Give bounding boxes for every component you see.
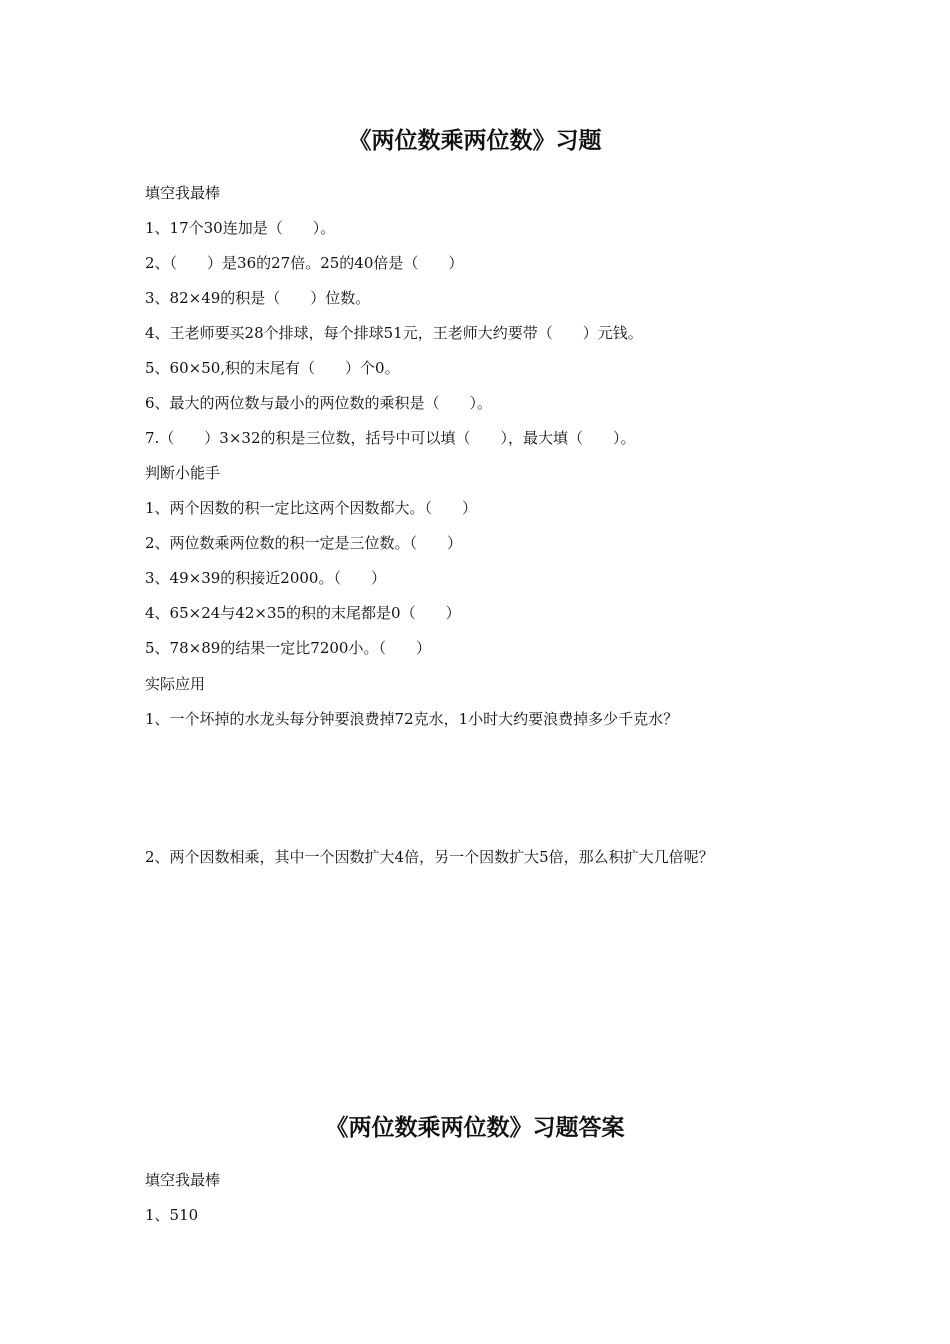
exercise-title: 《两位数乘两位数》习题 xyxy=(348,127,602,154)
judge-question-3: 3、49×39的积接近2000。（ ） xyxy=(145,569,386,587)
answer-item-1: 1、510 xyxy=(145,1206,199,1224)
answers-fill-heading: 填空我最棒 xyxy=(145,1171,221,1189)
fill-question-3: 3、82×49的积是（ ）位数。 xyxy=(145,289,371,307)
judge-question-5: 5、78×89的结果一定比7200小。（ ） xyxy=(145,639,431,657)
fill-question-2: 2、（ ）是36的27倍。25的40倍是（ ） xyxy=(145,254,464,272)
apply-section-heading: 实际应用 xyxy=(145,675,206,693)
fill-question-4: 4、王老师要买28个排球，每个排球51元，王老师大约要带（ ）元钱。 xyxy=(145,324,643,342)
apply-question-1: 1、一个坏掉的水龙头每分钟要浪费掉72克水，1小时大约要浪费掉多少千克水？ xyxy=(145,710,679,728)
answers-title: 《两位数乘两位数》习题答案 xyxy=(325,1114,625,1141)
apply-question-2: 2、两个因数相乘，其中一个因数扩大4倍，另一个因数扩大5倍，那么积扩大几倍呢？ xyxy=(145,848,714,866)
judge-section-heading: 判断小能手 xyxy=(145,464,221,482)
judge-question-4: 4、65×24与42×35的积的末尾都是0（ ） xyxy=(145,604,461,622)
fill-question-1: 1、17个30连加是（ ）。 xyxy=(145,219,336,237)
fill-section-heading: 填空我最棒 xyxy=(145,184,221,202)
fill-question-7: 7.（ ）3×32的积是三位数，括号中可以填（ ），最大填（ ）。 xyxy=(145,429,636,447)
judge-question-1: 1、两个因数的积一定比这两个因数都大。（ ） xyxy=(145,499,478,517)
fill-question-5: 5、60×50,积的末尾有（ ）个0。 xyxy=(145,359,400,377)
fill-question-6: 6、最大的两位数与最小的两位数的乘积是（ ）。 xyxy=(145,394,493,412)
judge-question-2: 2、两位数乘两位数的积一定是三位数。（ ） xyxy=(145,534,463,552)
